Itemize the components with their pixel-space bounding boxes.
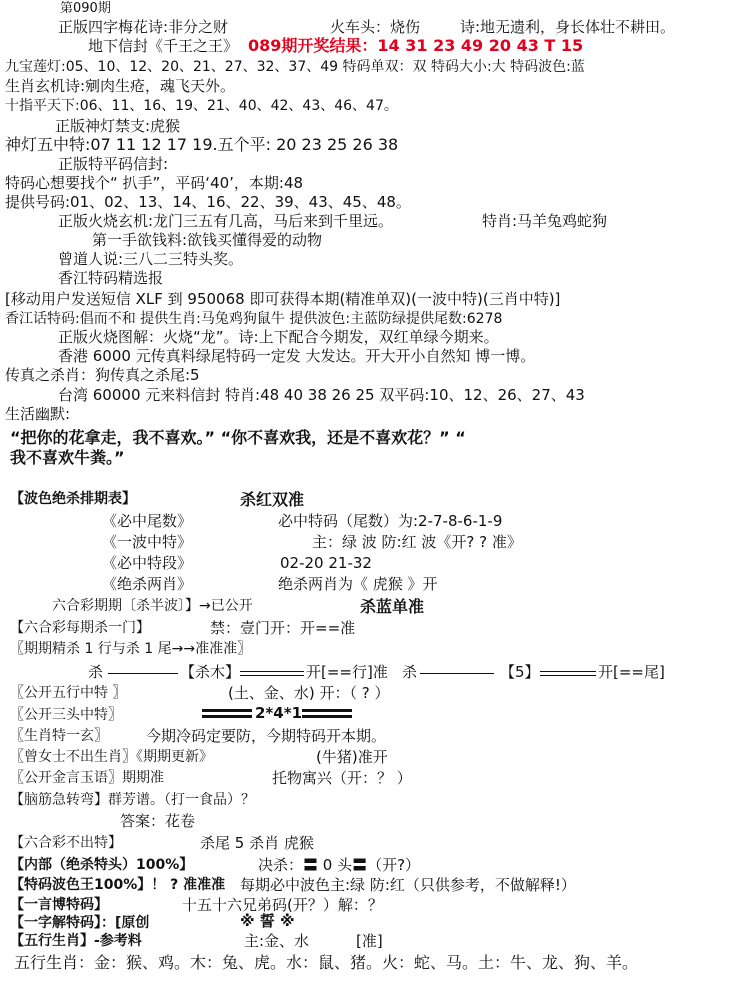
jinmen: 禁：壹门开：开==准 [210, 619, 356, 637]
tema-bose-wang: 【特码波色王100%】！ ? 准准准 [10, 877, 226, 893]
divider-line [302, 715, 352, 718]
biduan: 《必中特段》 [102, 554, 193, 572]
shendeng-jinzhi: 正版神灯禁支:虎猴 [55, 117, 181, 135]
juesha-liangxiao: 《绝杀两肖》 [102, 575, 193, 593]
kai-xing: 开[==行]准 [306, 663, 388, 681]
divider-line [302, 709, 352, 712]
yizi-jie: 【一字解特码】：[原创 [10, 915, 150, 931]
buchu-te: 【六合彩不出特】 [10, 835, 122, 851]
dixia-xinfeng: 地下信封《千王之王》 [88, 37, 239, 55]
huoche-tou: 火车头：烧伤 [330, 18, 421, 36]
xiangjiang-hua: 香江话特码:倡而不和 提供生肖:马兔鸡狗鼠牛 提供波色:主蓝防绿提供尾数:6278 [5, 311, 503, 327]
bizhong-weishu: 《必中尾数》 [102, 512, 193, 530]
naojin-zhuanwan: 【脑筋急转弯】群芳谱。（打一食品）？ [10, 792, 255, 808]
lottery-result: 089期开奖结果：14 31 23 49 20 43 T 15 [248, 36, 584, 55]
bizhong-weishu-val: 必中特码（尾数）为:2-7-8-6-1-9 [278, 512, 503, 530]
meihua-poem: 正版四字梅花诗:非分之财 [58, 18, 229, 36]
divider-line [540, 671, 596, 672]
xianggang-6000: 香港 6000 元传真料绿尾特码一定发 大发达。开大开小自然知 博一博。 [58, 347, 536, 365]
liuhecai-banbo: 六合彩期期〔杀半波〕】→已公开 [52, 598, 253, 614]
shenghuo-youmo: 生活幽默: [5, 405, 71, 423]
sha-lan: 杀蓝单准 [360, 597, 425, 616]
bose-title: 【波色绝杀排期表】 [10, 491, 136, 507]
wuxing-zhongte: 〖公开五行中特 〗 [10, 685, 127, 701]
sha-five: 【5】 [500, 663, 540, 681]
joke-line-1: “把你的花拿走，我不喜欢。” “你不喜欢我，还是不喜欢花？” “ [10, 428, 466, 447]
zhun-label: [准] [356, 932, 383, 950]
taiwan-60000: 台湾 60000 元来料信封 特肖:48 40 38 26 25 双平码:10、12、26、27、43 [58, 386, 585, 404]
jiubao-liandeng: 九宝莲灯:05、10、12、20、21、27、32、37、49 特码单双：双 特码大小:大 特码波色:蓝 [5, 59, 585, 75]
cengnvshi: 〖曾女士不出生肖〗《期期更新》 [10, 749, 213, 765]
huoshao-tujie: 正版火烧图解：火烧“龙”。诗:上下配合今期发，双红单绿今期来。 [58, 328, 499, 346]
sha-label-1: 杀 [88, 663, 104, 681]
kai-wei: 开[==尾] [598, 663, 665, 681]
juesha-val: 绝杀两肖为《 虎猴 》开 [278, 575, 438, 593]
santou-val: 2*4*1 [255, 704, 302, 722]
yizi-val: ※ 誓 ※ [240, 912, 295, 930]
tigong-haoma: 提供号码:01、02、13、14、16、22、39、43、45、48。 [5, 193, 411, 211]
joke-line-2: 我不喜欢牛粪。” [10, 448, 125, 467]
issue-number: 第090期 [60, 1, 111, 16]
shendeng-wuzhongte: 神灯五中特:07 11 12 17 19.五个平: 20 23 25 26 38 [5, 135, 399, 154]
divider-line [240, 671, 304, 672]
shengxiao-yixuan: 〖生肖特一玄〗 [10, 728, 108, 744]
wuxing-table: 五行生肖：金：猴、鸡。木：兔、虎。水：鼠、猪。火：蛇、马。土：牛、龙、狗、羊。 [14, 953, 639, 972]
tepingma-xinfeng: 正版特平码信封: [58, 155, 169, 173]
yidong-sms: [移动用户发送短信 XLF 到 950068 即可获得本期(精准单双)(一波中特)(三肖中特)] [5, 290, 561, 308]
wuxing-shengxiao: 【五行生肖】-参考料 [10, 933, 142, 949]
buchu-val: 杀尾 5 杀肖 虎猴 [200, 834, 314, 852]
chuanzhen-shaxiao: 传真之杀肖：狗传真之杀尾:5 [5, 366, 200, 384]
divider-line [240, 675, 304, 676]
shizhi-pingtianxia: 十指平天下:06、11、16、19、21、40、42、43、46、47。 [5, 98, 398, 114]
wuxing-val: (土、金、水) 开：（ ? ） [228, 684, 390, 702]
shengxiao-yixuan-val: 今期冷码定要防，今期特码开本期。 [146, 727, 387, 745]
huoshao-xuanji: 正版火烧玄机:龙门三五有几高，马后来到千里远。 [58, 212, 394, 230]
jinyan-yuyu: 〖公开金言玉语〗期期准 [10, 770, 164, 786]
divider-line [202, 715, 252, 718]
xianggang-jingxuan: 香江特码精选报 [58, 269, 164, 287]
sha-label-2: 杀 [402, 663, 418, 681]
sha-yimen: 【六合彩每期杀一门】 [10, 620, 150, 636]
wuxing-shengxiao-val: 主:金、水 [244, 932, 310, 950]
xinxiang-line: 特码心想要找个“ 扒手”，平码‘40’，本期:48 [5, 174, 304, 192]
sha-mu: 【杀木】 [180, 663, 241, 681]
biduan-val: 02-20 21-32 [280, 554, 372, 572]
poem-line: 诗:地无遗利，身长体壮不耕田。 [460, 18, 676, 36]
yibo-val: 主：绿 波 防:红 波《开? ? 准》 [312, 533, 522, 551]
divider-line [108, 673, 178, 674]
jinyan-val: 托物寓兴（开：？ ） [272, 769, 412, 787]
sha-hong: 杀红双准 [240, 490, 305, 509]
yiyan-bo: 【一言博特码】 [10, 897, 108, 913]
tema-bose-val: 每期必中波色主:绿 防:红（只供参考，不做解释!） [240, 876, 576, 894]
divider-line [540, 675, 596, 676]
cengdaoren: 曾道人说:三八二三特头奖。 [58, 250, 244, 268]
neibu-val: 决杀：〓 0 头〓（开?） [258, 856, 421, 874]
yiyan-val: 十五十六兄弟码(开？）解：？ [182, 896, 383, 914]
divider-line [202, 709, 252, 712]
diyi-shou: 第一手欲钱料:欲钱买懂得爱的动物 [92, 231, 323, 249]
texiao-line: 特肖:马羊兔鸡蛇狗 [482, 212, 608, 230]
qiqi-jingsha: 〖期期精杀 1 行与杀 1 尾→→准准准〗 [10, 641, 252, 657]
cengnvshi-val: (牛猪)准开 [316, 748, 388, 766]
santou-zhongte: 〖公开三头中特〗 [10, 707, 122, 723]
neibu-juesha: 【内部（绝杀特头）100%】 [10, 857, 194, 873]
xuanji-poem: 生肖玄机诗:剜肉生疮，魂飞天外。 [5, 77, 236, 95]
yibo-zhongte: 《一波中特》 [102, 533, 193, 551]
divider-line [420, 673, 494, 674]
daan: 答案：花卷 [120, 812, 196, 830]
